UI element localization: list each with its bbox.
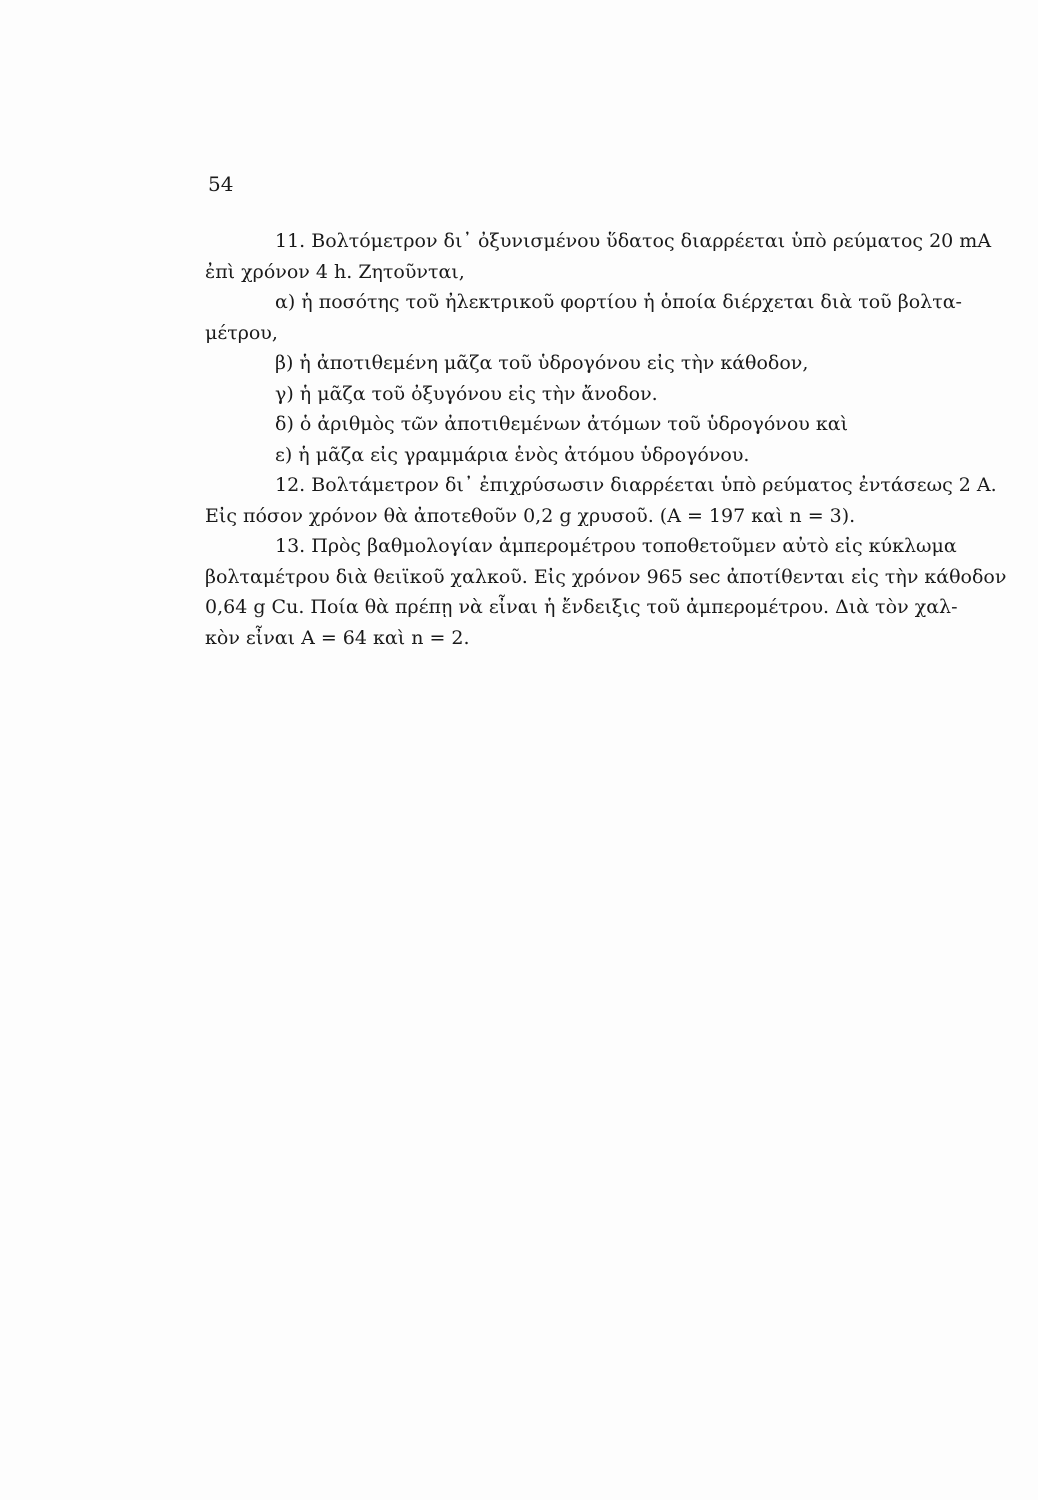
problem-13-line-4: κὸν εἶναι A = 64 καὶ n = 2.: [205, 626, 470, 649]
problem-13-line-1: 13. Πρὸς βαθμολογίαν ἀμπερομέτρου τοποθετοῦμεν αὐτὸ εἰς κύκλωμα: [275, 535, 957, 557]
problem-13-line-3: 0,64 g Cu. Ποία θὰ πρέπῃ νὰ εἶναι ἡ ἔνδειξις τοῦ ἀμπερομέτρου. Διὰ τὸν χαλ-: [205, 596, 958, 618]
problem-11-item-a-line-2: μέτρου,: [205, 321, 278, 344]
problem-11-item-c: γ) ἡ μᾶζα τοῦ ὀξυγόνου εἰς τὴν ἄνοδον.: [275, 382, 658, 405]
problem-11-item-a-line-1: α) ἡ ποσότης τοῦ ἠλεκτρικοῦ φορτίου ἡ ὁποία διέρχεται διὰ τοῦ βολτα-: [275, 291, 962, 313]
problem-12-line-1: 12. Βολτάμετρον δι᾽ ἐπιχρύσωσιν διαρρέεται ὑπὸ ρεύματος ἐντάσεως 2 A.: [275, 474, 997, 496]
problem-11-item-b: β) ἡ ἀποτιθεμένη μᾶζα τοῦ ὑδρογόνου εἰς τὴν κάθοδον,: [275, 352, 809, 374]
problem-11-line-2: ἐπὶ χρόνον 4 h. Ζητοῦνται,: [205, 260, 465, 283]
problem-12-line-2: Εἰς πόσον χρόνον θὰ ἀποτεθοῦν 0,2 g χρυσοῦ. (A = 197 καὶ n = 3).: [205, 504, 856, 527]
page-number: 54: [208, 172, 234, 196]
problem-11-line-1: 11. Βολτόμετρον δι᾽ ὀξυνισμένου ὕδατος διαρρέεται ὑπὸ ρεύματος 20 mA: [275, 230, 992, 252]
problem-11-item-d: δ) ὁ ἀριθμὸς τῶν ἀποτιθεμένων ἀτόμων τοῦ ὑδρογόνου καὶ: [275, 413, 849, 435]
problem-11-item-e: ε) ἡ μᾶζα εἰς γραμμάρια ἑνὸς ἀτόμου ὑδρογόνου.: [275, 443, 750, 466]
problem-text: [205, 226, 1017, 653]
problem-13-line-2: βολταμέτρου διὰ θειϊκοῦ χαλκοῦ. Εἰς χρόνον 965 sec ἀποτίθενται εἰς τὴν κάθοδον: [205, 565, 1007, 588]
